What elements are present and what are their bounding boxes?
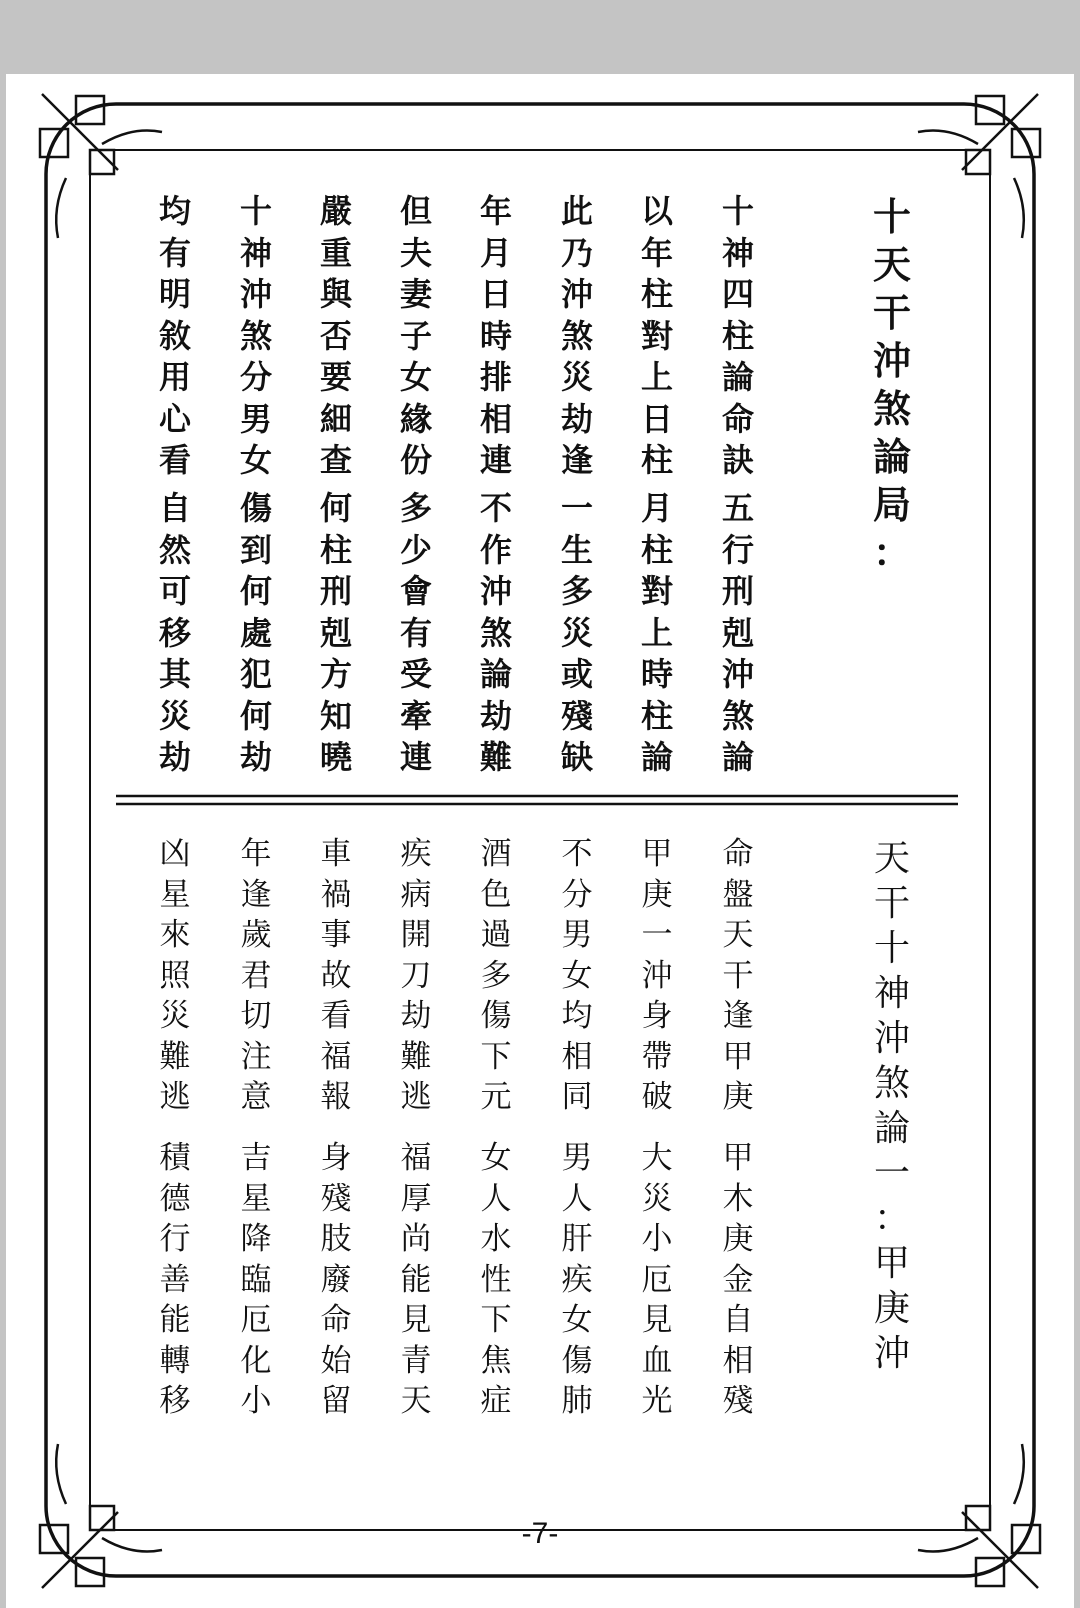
section2-line-5b: 福 厚 尚 能 見 青 天 xyxy=(400,1140,432,1419)
section2-line-4b: 女 人 水 性 下 焦 症 xyxy=(480,1140,512,1419)
section2-line-6a: 車 禍 事 故 看 福 報 xyxy=(320,836,352,1115)
section2-line-3a: 不 分 男 女 均 相 同 xyxy=(561,836,593,1115)
section2-line-3b: 男 人 肝 疾 女 傷 肺 xyxy=(561,1140,593,1419)
section2-line-2b: 大 災 小 厄 見 血 光 xyxy=(641,1140,673,1419)
section1-line-5b: 多 少 會 有 受 牽 連 xyxy=(399,489,432,776)
section1-line-8a: 均 有 明 敘 用 心 看 xyxy=(158,192,191,479)
section2-line-1b: 甲 木 庚 金 自 相 殘 xyxy=(722,1140,754,1419)
section1-line-2a: 以 年 柱 對 上 日 柱 xyxy=(640,192,673,479)
section2-line-8a: 凶 星 來 照 災 難 逃 xyxy=(159,836,191,1115)
section2-line-8b: 積 德 行 善 能 轉 移 xyxy=(159,1140,191,1419)
section2-line-6b: 身 殘 肢 廢 命 始 留 xyxy=(320,1140,352,1419)
section1-line-4b: 不 作 沖 煞 論 劫 難 xyxy=(479,489,512,776)
section1-title: 十 天 干 沖 煞 論 局 ： xyxy=(872,194,911,575)
section1-line-6a: 嚴 重 與 否 要 細 查 xyxy=(319,192,352,479)
section2-line-4a: 酒 色 過 多 傷 下 元 xyxy=(480,836,512,1115)
section1-line-4a: 年 月 日 時 排 相 連 xyxy=(479,192,512,479)
section1-line-3b: 一 生 多 災 或 殘 缺 xyxy=(560,489,593,776)
section1-line-1b: 五 行 刑 剋 沖 煞 論 xyxy=(721,489,754,776)
section2-line-1a: 命 盤 天 干 逢 甲 庚 xyxy=(722,836,754,1115)
section2-line-7b: 吉 星 降 臨 厄 化 小 xyxy=(240,1140,272,1419)
section1-line-1a: 十 神 四 柱 論 命 訣 xyxy=(721,192,754,479)
section1-line-8b: 自 然 可 移 其 災 劫 xyxy=(158,489,191,776)
section1-line-6b: 何 柱 刑 剋 方 知 曉 xyxy=(319,489,352,776)
section1-line-5a: 但 夫 妻 子 女 緣 份 xyxy=(399,192,432,479)
page-number: -7- xyxy=(521,1517,559,1550)
section1-line-7a: 十 神 沖 煞 分 男 女 xyxy=(239,192,272,479)
section1-line-2b: 月 柱 對 上 時 柱 論 xyxy=(640,489,673,776)
section1-line-3a: 此 乃 沖 煞 災 劫 逢 xyxy=(560,192,593,479)
section2-line-7a: 年 逢 歲 君 切 注 意 xyxy=(240,836,272,1115)
section2-line-2a: 甲 庚 一 沖 身 帶 破 xyxy=(641,836,673,1115)
section1-line-7b: 傷 到 何 處 犯 何 劫 xyxy=(239,489,272,776)
section2-line-5a: 疾 病 開 刀 劫 難 逃 xyxy=(400,836,432,1115)
section2-title: 天 干 十 神 沖 煞 論 一 ： 甲 庚 沖 xyxy=(873,838,910,1374)
